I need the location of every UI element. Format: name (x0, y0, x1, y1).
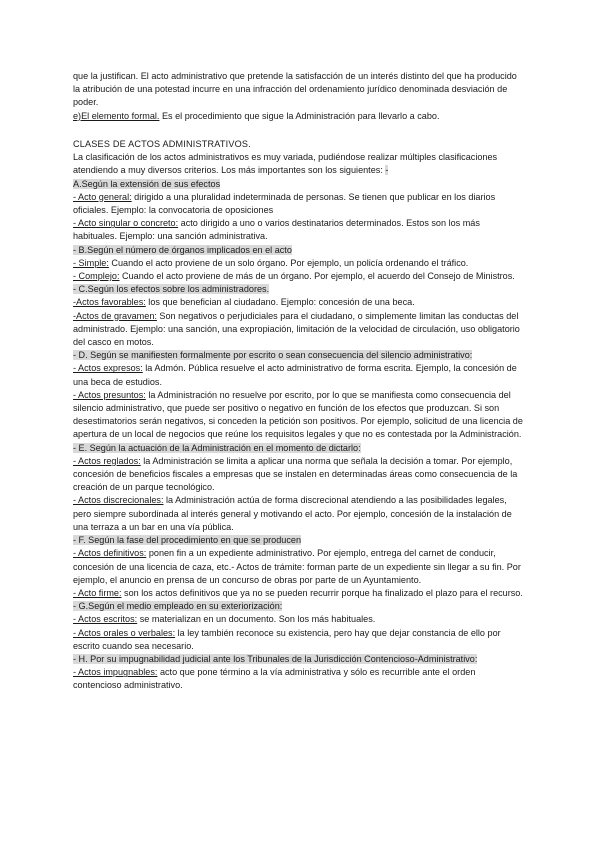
intro-block (73, 70, 525, 123)
item-text: acto dirigido a uno o varios destinatarios determinados. Estos son los más habituales. Ejemplo: una sanción administrativa. (73, 218, 480, 242)
classification-section (73, 138, 525, 693)
item-text: la Administración se limita a aplicar una norma que señala la decisión a tomar. Por ejemplo, concesión de beneficios fiscales a empresas que se instalen en determinadas áreas como consecuencia de la creación de un parque tecnológico. (73, 455, 518, 493)
item-label: - Actos discrecionales: (73, 495, 164, 506)
item-label: -Actos de gravamen: (73, 310, 157, 321)
item-text: dirigido a una pluralidad indeterminada de personas. Se tienen que publicar en los diarios oficiales. Ejemplo: la convocatoria de oposiciones (73, 191, 496, 216)
group-a-item (73, 191, 525, 217)
intro-paragraph: que la justifican. El acto administrativo que pretende la satisfacción de un interés distinto del que ha producido la atribución de una potestad incurre en una infracción del ordenamiento jurídico denominada desviación de poder. (73, 71, 517, 108)
group-f-item (73, 547, 525, 587)
group-b-item (73, 257, 525, 270)
group-g-heading: - G.Según el medio empleado en su exteriorización: (73, 601, 283, 612)
item-label: - Actos escritos: (73, 614, 138, 625)
item-label: - Acto singular o concreto: (73, 218, 179, 229)
section-intro (73, 151, 525, 177)
item-label: - Actos orales o verbales: (73, 627, 176, 638)
section-intro-text: La clasificación de los actos administrativos es muy variada, pudiéndose realizar múltiples clasificaciones atendiendo a muy diversos criterios. Los más importantes son los siguientes: (73, 152, 498, 176)
group-f-item (73, 587, 525, 600)
group-b-heading: - B.Según el número de órganos implicados en el acto (73, 244, 292, 255)
group-d-item (73, 362, 525, 388)
item-label: - Acto general: (73, 191, 132, 202)
section-intro-tail: - (385, 165, 389, 176)
group-c-item (73, 296, 525, 309)
group-d-item (73, 389, 525, 442)
item-text: la Administración actúa de forma discrecional atendiendo a las posibilidades legales, pero siempre subordinada al interés general y motivando el acto. Por ejemplo, concesión de la instalación de una terraza a un bar en una vía pública. (73, 495, 512, 532)
item-text: acto que pone término a la vía administrativa y sólo es recurrible ante el orden contencioso administrativo. (73, 667, 476, 691)
group-f-heading: - F. Según la fase del procedimiento en que se producen (73, 535, 301, 546)
group-h-heading: - H. Por su impugnabilidad judicial ante los Tribunales de la Jurisdicción Contencioso-Administrativo: (73, 653, 478, 664)
item-label: -Actos favorables: (73, 297, 146, 308)
group-e-item (73, 494, 525, 534)
group-g-item (73, 627, 525, 653)
item-text: los que benefician al ciudadano. Ejemplo: concesión de una beca. (145, 297, 415, 308)
group-g-item (73, 613, 525, 626)
element-e-text: Es el procedimiento que sigue la Administración para llevarlo a cabo. (159, 110, 440, 121)
group-a-item (73, 217, 525, 243)
group-a-heading: A.Según la extensión de sus efectos (73, 178, 221, 189)
item-text: la Administración no resuelve por escrito, por lo que se manifiesta como consecuencia del silencio administrativo, que puede ser positivo o negativo en función de los efectos que produzcan. Si son desestimatorios serán negativos, si conceden la petición son positivos. Por ejemplo, solicitud de una licencia de apertura de un local de negocios que reúne los requisitos legales y que no es contestada por la Administración. (73, 389, 523, 440)
group-c-heading: - C.Según los efectos sobre los administradores. (73, 284, 270, 295)
item-text: la Admón. Pública resuelve el acto administrativo de forma escrita. Ejemplo, la concesión de una beca de estudios. (73, 363, 517, 387)
item-text: son los actos definitivos que ya no se pueden recurrir porque ha finalizado el plazo para el recurso. (121, 587, 523, 598)
item-text: Son negativos o perjudiciales para el ciudadano, o simplemente limitan las conductas del administrado. Ejemplo: una sanción, una expropiación, limitación de la velocidad de circulación, uso obligatorio del casco en motos. (73, 310, 520, 348)
item-label: - Actos reglados: (73, 455, 141, 466)
item-label: - Actos presuntos: (73, 389, 146, 400)
item-label: - Acto firme: (73, 587, 122, 598)
item-text: Cuando el acto proviene de más de un órgano. Por ejemplo, el acuerdo del Consejo de Ministros. (119, 271, 515, 282)
group-e-item (73, 455, 525, 495)
item-label: - Actos definitivos: (73, 548, 147, 559)
section-title: CLASES DE ACTOS ADMINISTRATIVOS. (73, 139, 251, 149)
element-e-paragraph (73, 110, 525, 123)
item-text: la ley también reconoce su existencia, pero hay que dejar constancia de ello por escrito cuando sea necesario. (73, 627, 501, 651)
group-b-item (73, 270, 525, 283)
item-label: - Simple: (73, 257, 109, 268)
group-h-item (73, 666, 525, 692)
item-label: - Actos expresos: (73, 363, 143, 374)
group-d-heading: - D. Según se manifiesten formalmente por escrito o sean consecuencia del silencio administrativo: (73, 350, 473, 361)
item-label: - Complejo: (73, 271, 120, 282)
item-text: se materializan en un documento. Son los más habituales. (137, 614, 376, 625)
item-text: Cuando el acto proviene de un solo órgano. Por ejemplo, un policía ordenando el tráfico. (108, 257, 469, 268)
group-e-heading: - E. Según la actuación de la Administración en el momento de dictarlo: (73, 442, 361, 453)
item-label: - Actos impugnables: (73, 667, 158, 678)
group-c-item (73, 310, 525, 350)
element-e-label: e)El elemento formal. (73, 110, 160, 121)
item-text: ponen fin a un expediente administrativo. Por ejemplo, entrega del carnet de conducir, concesión de una licencia de caza, etc.- Actos de trámite: forman parte de un expediente sin llegar a su fin. Por ejemplo, el anuncio en prensa de un concurso de obras por parte de un Ayuntamiento. (73, 548, 521, 585)
